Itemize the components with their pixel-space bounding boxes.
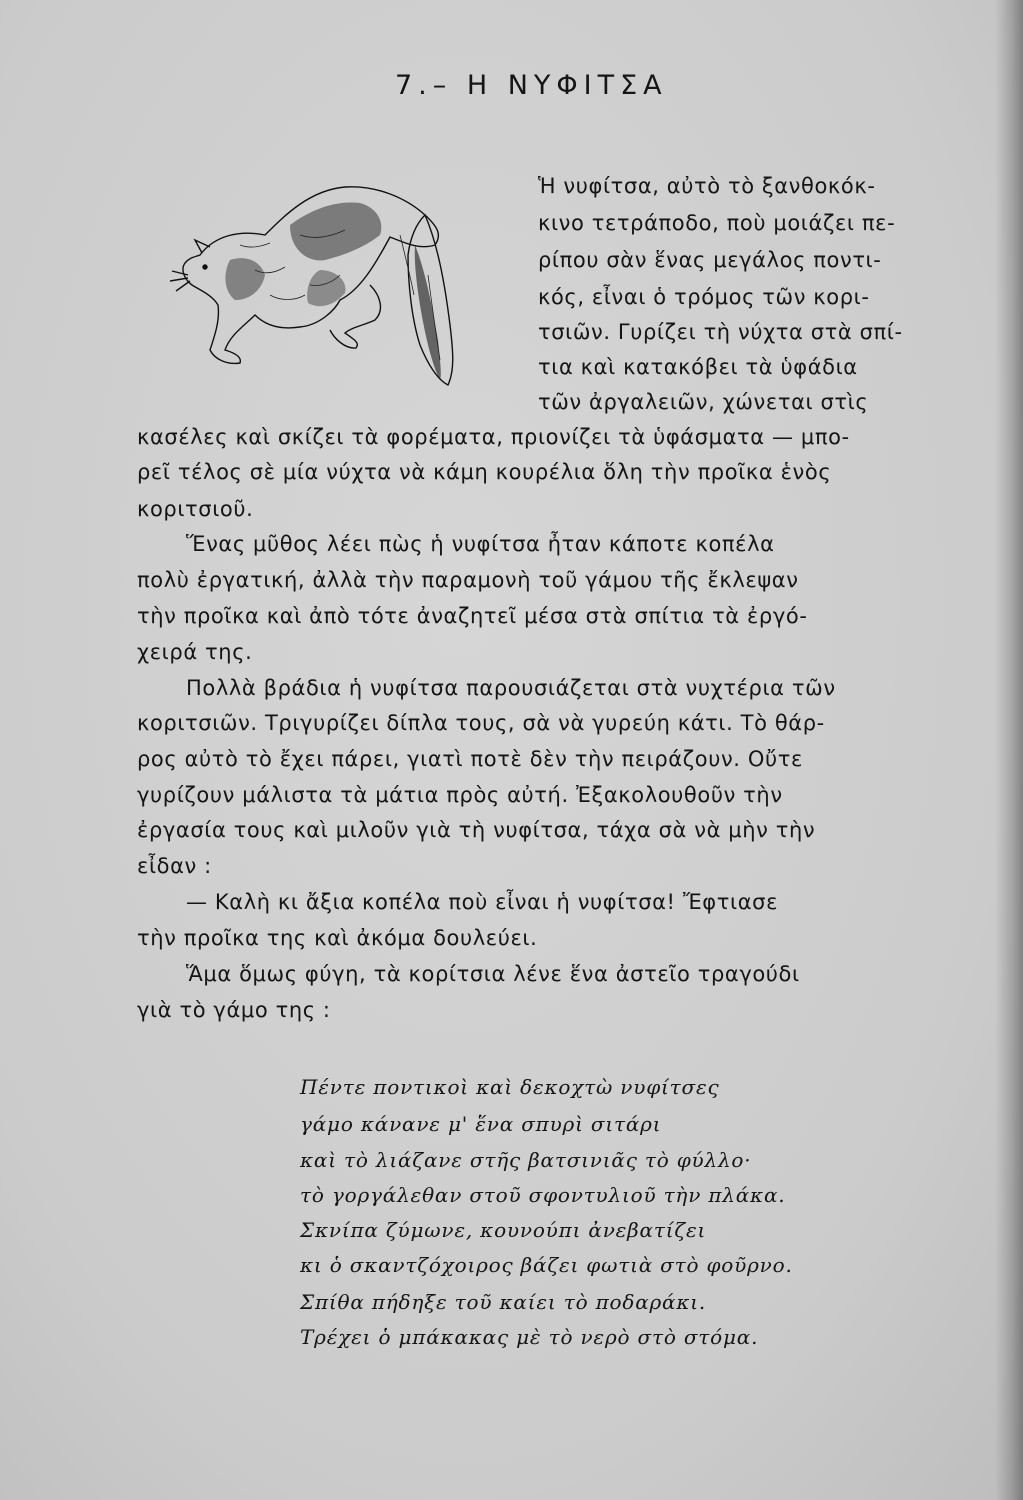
text-line: χειρά της. [137, 640, 253, 664]
page-edge-shadow [995, 0, 1023, 1500]
poem-line: Πέντε ποντικοὶ καὶ δεκοχτὼ νυφίτσες [300, 1075, 720, 1099]
text-line: κινο τετράποδο, ποὺ μοιάζει πε- [538, 211, 896, 235]
poem-line: γάμο κάνανε μ' ἕνα σπυρὶ σιτάρι [300, 1112, 662, 1136]
text-line: — Καλὴ κι ἄξια κοπέλα ποὺ εἶναι ἡ νυφίτσα! Ἔφτιασε [186, 890, 779, 914]
text-line: τια καὶ κατακόβει τὰ ὑφάδια [538, 355, 858, 379]
text-line: ρίπου σὰν ἕνας μεγάλος ποντι- [538, 248, 882, 272]
text-line: τὴν προῖκα της καὶ ἀκόμα δουλεύει. [137, 926, 538, 950]
text-line: πολὺ ἐργατική, ἀλλὰ τὴν παραμονὴ τοῦ γάμου τῆς ἔκλεψαν [137, 568, 799, 592]
poem-line: κι ὁ σκαντζόχοιρος βάζει φωτιὰ στὸ φοῦρνο. [300, 1253, 793, 1277]
chapter-title: 7.– Η ΝΥΦΙΤΣΑ [395, 70, 668, 101]
poem-line: Τρέχει ὁ μπάκακας μὲ τὸ νερὸ στὸ στόμα. [300, 1325, 759, 1349]
text-line: κοριτσιοῦ. [137, 497, 254, 521]
text-line: ρος αὐτὸ τὸ ἔχει πάρει, γιατὶ ποτὲ δὲν τὴν πειράζουν. Οὔτε [137, 747, 803, 771]
text-line: γυρίζουν μάλιστα τὰ μάτια πρὸς αὐτή. Ἐξακολουθοῦν τὴν [137, 783, 783, 807]
text-line: Ἡ νυφίτσα, αὐτὸ τὸ ξανθοκόκ- [538, 174, 876, 198]
poem-line: Σκνίπα ζύμωνε, κουνούπι ἀνεβατίζει [300, 1218, 707, 1242]
poem-line: τὸ γοργάλεθαν στοῦ σφοντυλιοῦ τὴν πλάκα. [300, 1183, 786, 1207]
text-line: κασέλες καὶ σκίζει τὰ φορέματα, πριονίζει τὰ ὑφάσματα — μπο- [137, 425, 850, 449]
text-line: Ἅμα ὅμως φύγη, τὰ κορίτσια λένε ἕνα ἀστεῖο τραγούδι [186, 962, 800, 986]
weasel-illustration [170, 175, 470, 395]
text-line: εἶδαν : [137, 854, 212, 878]
poem-line: καὶ τὸ λιάζανε στῆς βατσινιᾶς τὸ φύλλο· [300, 1148, 752, 1172]
text-line: ἐργασία τους καὶ μιλοῦν γιὰ τὴ νυφίτσα, τάχα σὰ νὰ μὴν τὴν [137, 818, 816, 842]
text-line: Ἕνας μῦθος λέει πὼς ἡ νυφίτσα ἦταν κάποτε κοπέλα [186, 532, 775, 556]
poem-line: Σπίθα πήδηξε τοῦ καίει τὸ ποδαράκι. [300, 1290, 707, 1314]
text-line: τσιῶν. Γυρίζει τὴ νύχτα στὰ σπί- [538, 320, 903, 344]
text-line: τῶν ἀργαλειῶν, χώνεται στὶς [538, 390, 869, 414]
text-line: κός, εἶναι ὁ τρόμος τῶν κορι- [538, 285, 870, 309]
text-line: ρεῖ τέλος σὲ μία νύχτα νὰ κάμη κουρέλια ὅλη τὴν προῖκα ἑνὸς [137, 460, 832, 484]
text-line: κοριτσιῶν. Τριγυρίζει δίπλα τους, σὰ νὰ γυρεύη κάτι. Τὸ θάρ- [137, 711, 825, 735]
text-line: τὴν προῖκα καὶ ἀπὸ τότε ἀναζητεῖ μέσα στὰ σπίτια τὰ ἐργό- [137, 604, 808, 628]
text-line: γιὰ τὸ γάμο της : [137, 998, 331, 1022]
text-line: Πολλὰ βράδια ἡ νυφίτσα παρουσιάζεται στὰ νυχτέρια τῶν [186, 676, 836, 700]
